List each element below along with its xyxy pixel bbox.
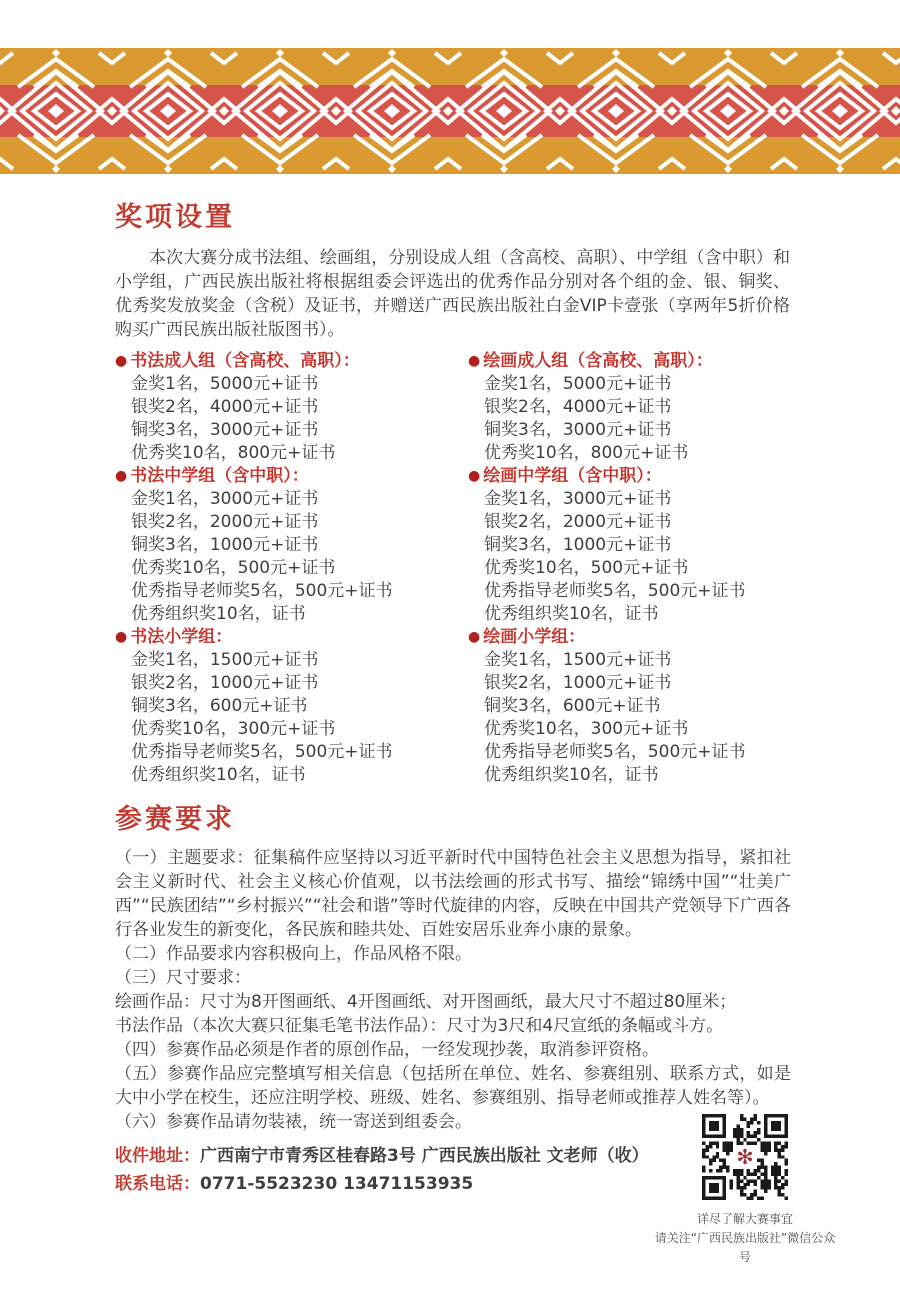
award-group-header (468, 626, 790, 649)
award-item: 银奖2名，4000元+证书 (484, 397, 672, 417)
award-column-painting (468, 350, 790, 787)
award-group-title: 绘画中学组（含中职）： (483, 466, 662, 486)
flower-emblem-icon: ✻ (736, 1145, 754, 1170)
award-group-title: 绘画小学组： (483, 627, 586, 647)
bullet-icon: ● (468, 468, 481, 484)
award-group-header (115, 465, 468, 488)
award-item: 金奖1名，5000元+证书 (484, 374, 672, 394)
award-item: 铜奖3名，600元+证书 (484, 696, 661, 716)
requirement-item: （四）参赛作品必须是作者的原创作品，一经发现抄袭，取消参评资格。 (115, 1040, 659, 1060)
award-item: 优秀指导老师奖5名，500元+证书 (131, 581, 393, 601)
award-group-title: 书法成人组（含高校、高职）： (130, 351, 360, 371)
award-group-title: 书法小学组： (130, 627, 233, 647)
award-group-header (468, 465, 790, 488)
award-item: 铜奖3名，3000元+证书 (131, 420, 319, 440)
requirement-item: （二）作品要求内容积极向上，作品风格不限。 (115, 944, 472, 964)
award-item: 优秀奖10名，500元+证书 (131, 558, 336, 578)
award-groups-grid (115, 350, 790, 787)
award-item: 优秀组织奖10名，证书 (131, 765, 306, 785)
award-item: 优秀指导老师奖5名，500元+证书 (131, 742, 393, 762)
award-item: 银奖2名，2000元+证书 (484, 512, 672, 532)
bullet-icon: ● (468, 629, 481, 645)
requirement-item: 书法作品（本次大赛只征集毛笔书法作品）：尺寸为3尺和4尺宣纸的条幅或斗方。 (115, 1016, 724, 1036)
awards-section-title: 奖项设置 (115, 202, 235, 233)
award-item: 铜奖3名，600元+证书 (131, 696, 308, 716)
award-group-title: 绘画成人组（含高校、高职）： (483, 351, 713, 371)
award-item: 金奖1名，1500元+证书 (131, 650, 319, 670)
wechat-qr-block (649, 1114, 841, 1267)
qr-caption-line1: 详尽了解大赛事宜 (696, 1212, 793, 1226)
qr-caption-line2: 请关注“广西民族出版社”微信公众号 (654, 1231, 836, 1264)
awards-intro-paragraph: 本次大赛分成书法组、绘画组，分别设成人组（含高校、高职）、中学组（含中职）和小学组，广西民族出版社将根据组委会评选出的优秀作品分别对各个组的金、银、铜奖、优秀奖发放奖金（含税）及证书，并赠送广西民族出版社白金VIP卡壹张（享两年5折价格购买广西民族出版社版图书）。 (115, 248, 790, 340)
qr-code-icon (702, 1114, 788, 1200)
requirements-section (115, 804, 791, 1134)
award-item: 优秀组织奖10名，证书 (131, 604, 306, 624)
award-item: 优秀指导老师奖5名，500元+证书 (484, 581, 746, 601)
requirement-item: （六）参赛作品请勿装裱，统一寄送到组委会。 (115, 1112, 472, 1132)
requirements-list (115, 846, 791, 1134)
bullet-icon: ● (115, 468, 128, 484)
award-group-header (468, 350, 790, 373)
requirement-item: （五）参赛作品应完整填写相关信息（包括所在单位、姓名、参赛组别、联系方式，如是大中小学在校生，还应注明学校、班级、姓名、参赛组别、指导老师或推荐人姓名等）。 (115, 1064, 791, 1108)
award-item: 优秀奖10名，800元+证书 (131, 443, 336, 463)
award-group-header (115, 350, 468, 373)
award-item: 优秀组织奖10名，证书 (484, 765, 659, 785)
address-value: 广西南宁市青秀区桂春路3号 广西民族出版社 文老师（收） (200, 1146, 649, 1166)
award-item: 优秀奖10名，500元+证书 (484, 558, 689, 578)
award-item: 优秀组织奖10名，证书 (484, 604, 659, 624)
bullet-icon: ● (115, 629, 128, 645)
zhuang-brocade-pattern-banner (0, 48, 900, 174)
award-item: 银奖2名，1000元+证书 (131, 673, 319, 693)
phone-line (115, 1170, 649, 1198)
award-item: 优秀奖10名，300元+证书 (131, 719, 336, 739)
award-group-header (115, 626, 468, 649)
award-item: 金奖1名，3000元+证书 (131, 489, 319, 509)
award-item: 铜奖3名，1000元+证书 (484, 535, 672, 555)
requirements-section-title: 参赛要求 (115, 804, 235, 835)
award-item: 优秀指导老师奖5名，500元+证书 (484, 742, 746, 762)
award-item: 优秀奖10名，300元+证书 (484, 719, 689, 739)
bullet-icon: ● (468, 353, 481, 369)
award-item: 金奖1名，1500元+证书 (484, 650, 672, 670)
bullet-icon: ● (115, 353, 128, 369)
award-item: 铜奖3名，1000元+证书 (131, 535, 319, 555)
requirement-item: （一）主题要求：征集稿件应坚持以习近平新时代中国特色社会主义思想为指导，紧扣社会主义新时代、社会主义核心价值观，以书法绘画的形式书写、描绘“锦绣中国”“壮美广西”“民族团结”“乡村振兴”“社会和谐”等时代旋律的内容，反映在中国共产党领导下广西各行各业发生的新变化，各民族和睦共处、百姓安居乐业奔小康的景象。 (115, 848, 791, 940)
address-label: 收件地址： (115, 1146, 200, 1166)
award-group-title: 书法中学组（含中职）： (130, 466, 309, 486)
award-item: 金奖1名，3000元+证书 (484, 489, 672, 509)
awards-section (115, 202, 790, 787)
award-item: 优秀奖10名，800元+证书 (484, 443, 689, 463)
award-item: 银奖2名，2000元+证书 (131, 512, 319, 532)
award-item: 银奖2名，1000元+证书 (484, 673, 672, 693)
mailing-address-line (115, 1142, 649, 1170)
award-item: 铜奖3名，3000元+证书 (484, 420, 672, 440)
requirement-item: （三）尺寸要求： (115, 968, 251, 988)
phone-value: 0771-5523230 13471153935 (200, 1174, 474, 1194)
award-item: 金奖1名，5000元+证书 (131, 374, 319, 394)
award-column-calligraphy (115, 350, 468, 787)
award-item: 银奖2名，4000元+证书 (131, 397, 319, 417)
contact-block (115, 1142, 649, 1198)
phone-label: 联系电话： (115, 1174, 200, 1194)
requirement-item: 绘画作品：尺寸为8开图画纸、4开图画纸、对开图画纸，最大尺寸不超过80厘米； (115, 992, 737, 1012)
